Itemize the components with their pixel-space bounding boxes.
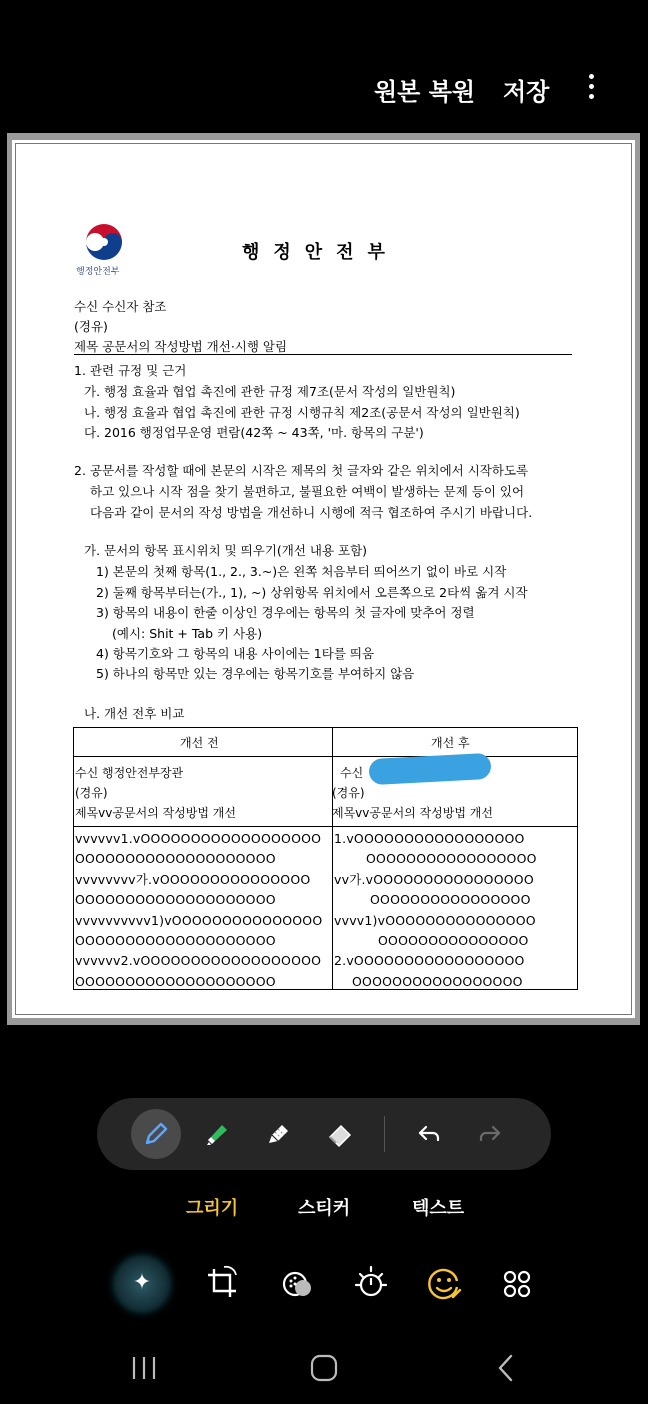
section-2b: 나. 개선 전후 비교 — [84, 706, 185, 721]
table-row: vvvvvv2.vOOOOOOOOOOOOOOOOOO — [75, 953, 322, 969]
table-row: OOOOOOOOOOOOOOOOO — [352, 973, 523, 989]
table-row: vvvvvvvv가.vOOOOOOOOOOOOOOO — [75, 871, 311, 887]
table-row: OOOOOOOOOOOOOOOO — [370, 892, 531, 908]
table-row: 2.vOOOOOOOOOOOOOOOOO — [334, 953, 525, 969]
pen-icon — [141, 1119, 171, 1149]
table-row: vvvvvv1.vOOOOOOOOOOOOOOOOOO — [75, 831, 322, 846]
pencil-tool-button[interactable] — [253, 1109, 303, 1159]
before-recipient: 수신 행정안전부장관 — [75, 766, 184, 780]
section-2a-1: 1) 본문의 첫째 항목(1., 2., 3.~)은 왼쪽 처음부터 띄어쓰기 없이 바로 시작 — [96, 564, 507, 579]
after-rows — [334, 829, 537, 992]
logo-caption: 행정안전부 — [76, 267, 120, 277]
toolbar-divider — [384, 1116, 385, 1152]
save-button[interactable]: 저장 — [503, 78, 550, 106]
section-1b: 나. 행정 효율과 협업 촉진에 관한 규정 시행규칙 제2조(공문서 작성의 일반원칙) — [84, 405, 520, 420]
section-1c: 다. 2016 행정업무운영 편람(42쪽 ~ 43쪽, '마. 항목의 구분') — [84, 425, 424, 440]
recipient-line: 수신 수신자 참조 — [74, 299, 167, 314]
after-header: 개선 후 — [431, 736, 470, 750]
table-row: OOOOOOOOOOOOOOO — [378, 933, 529, 949]
back-icon[interactable] — [490, 1352, 522, 1384]
recent-apps-icon[interactable] — [128, 1352, 160, 1384]
eraser-tool-button[interactable] — [315, 1109, 365, 1159]
brightness-icon[interactable] — [350, 1263, 392, 1305]
section-1-heading: 1. 관련 규정 및 근거 — [74, 363, 187, 378]
section-2a: 가. 문서의 항목 표시위치 및 띄우기(개선 내용 포함) — [84, 543, 368, 558]
subject-divider — [74, 354, 572, 355]
subject-line: 제목 공문서의 작성방법 개선·시행 알림 — [74, 339, 288, 354]
before-subject: 제목vv공문서의 작성방법 개선 — [75, 806, 236, 820]
restore-original-button[interactable]: 원본 복원 — [374, 78, 476, 106]
redo-icon — [475, 1119, 505, 1149]
section-1a: 가. 행정 효율과 협업 촉진에 관한 규정 제7조(문서 작성의 일반원칙) — [84, 384, 456, 399]
government-emblem-icon — [84, 222, 124, 262]
after-recipient: 수신 — [340, 766, 364, 780]
document-title: 행정안전부 — [242, 242, 399, 263]
via-line: (경유) — [74, 319, 108, 334]
table-row: 1.vOOOOOOOOOOOOOOOOO — [334, 831, 525, 846]
eraser-icon — [325, 1119, 355, 1149]
redo-button[interactable] — [465, 1109, 515, 1159]
section-2-line-1: 2. 공문서를 작성할 때에 본문의 시작은 제목의 첫 글자와 같은 위치에서 시작하도록 — [74, 463, 529, 478]
highlighter-tool-button[interactable] — [192, 1109, 242, 1159]
home-icon[interactable] — [308, 1352, 340, 1384]
ai-sparkle-icon: ✦ — [132, 1270, 152, 1295]
tab-text[interactable]: 텍스트 — [412, 1198, 465, 1219]
drawing-toolbar — [97, 1098, 551, 1170]
undo-icon — [414, 1119, 444, 1149]
section-2a-3: 3) 항목의 내용이 한줄 이상인 경우에는 항목의 첫 글자에 맞추어 정렬 — [96, 605, 475, 620]
table-row: vv가.vOOOOOOOOOOOOOOOO — [334, 871, 534, 887]
table-row: vvvv1)vOOOOOOOOOOOOOOO — [334, 912, 536, 928]
undo-button[interactable] — [404, 1109, 454, 1159]
filter-icon[interactable] — [277, 1263, 319, 1305]
top-bar — [0, 0, 648, 130]
section-2a-5: 5) 하나의 항목만 있는 경우에는 항목기호를 부여하지 않음 — [96, 666, 415, 681]
section-2a-3-example: (예시: Shit + Tab 키 사용) — [112, 626, 263, 641]
before-via: (경유) — [75, 786, 108, 800]
highlighter-icon — [202, 1119, 232, 1149]
ai-edit-button[interactable] — [116, 1258, 168, 1310]
table-row: OOOOOOOOOOOOOOOOOOOO — [75, 892, 276, 908]
after-subject: 제목vv공문서의 작성방법 개선 — [332, 806, 493, 820]
more-apps-icon[interactable] — [496, 1263, 538, 1305]
table-row: OOOOOOOOOOOOOOOOO — [366, 851, 537, 867]
redaction-mark — [368, 753, 491, 785]
table-row: OOOOOOOOOOOOOOOOOOOO — [75, 973, 276, 989]
section-2a-4: 4) 항목기호와 그 항목의 내용 사이에는 1타를 띄움 — [96, 646, 375, 661]
tab-draw[interactable]: 그리기 — [186, 1198, 239, 1219]
crop-rotate-icon[interactable] — [202, 1263, 244, 1305]
pen-tool-button[interactable] — [131, 1109, 181, 1159]
section-2-line-3: 다음과 같이 문서의 작성 방법을 개선하니 시행에 적극 협조하여 주시기 바랍니다. — [90, 505, 533, 520]
tab-sticker[interactable]: 스티커 — [298, 1198, 351, 1219]
table-row: OOOOOOOOOOOOOOOOOOOO — [75, 851, 276, 867]
document-image[interactable] — [7, 133, 640, 1025]
before-rows — [75, 829, 322, 992]
table-row: vvvvvvvvvv1)vOOOOOOOOOOOOOOO — [75, 912, 323, 928]
comparison-table — [73, 727, 578, 990]
pencil-icon — [263, 1119, 293, 1149]
after-via: (경유) — [332, 786, 365, 800]
more-options-icon[interactable] — [584, 74, 598, 104]
sticker-smile-icon[interactable] — [423, 1263, 465, 1305]
document-page — [12, 140, 635, 1018]
section-2-line-2: 하고 있으나 시작 점을 찾기 불편하고, 불필요한 여백이 발생하는 문제 등이 있어 — [90, 484, 525, 499]
table-row: OOOOOOOOOOOOOOOOOOOO — [75, 933, 276, 949]
section-2a-2: 2) 둘째 항목부터는(가., 1), ~) 상위항목 위치에서 오른쪽으로 2타씩 옮겨 시작 — [96, 585, 528, 600]
before-header: 개선 전 — [180, 736, 219, 750]
